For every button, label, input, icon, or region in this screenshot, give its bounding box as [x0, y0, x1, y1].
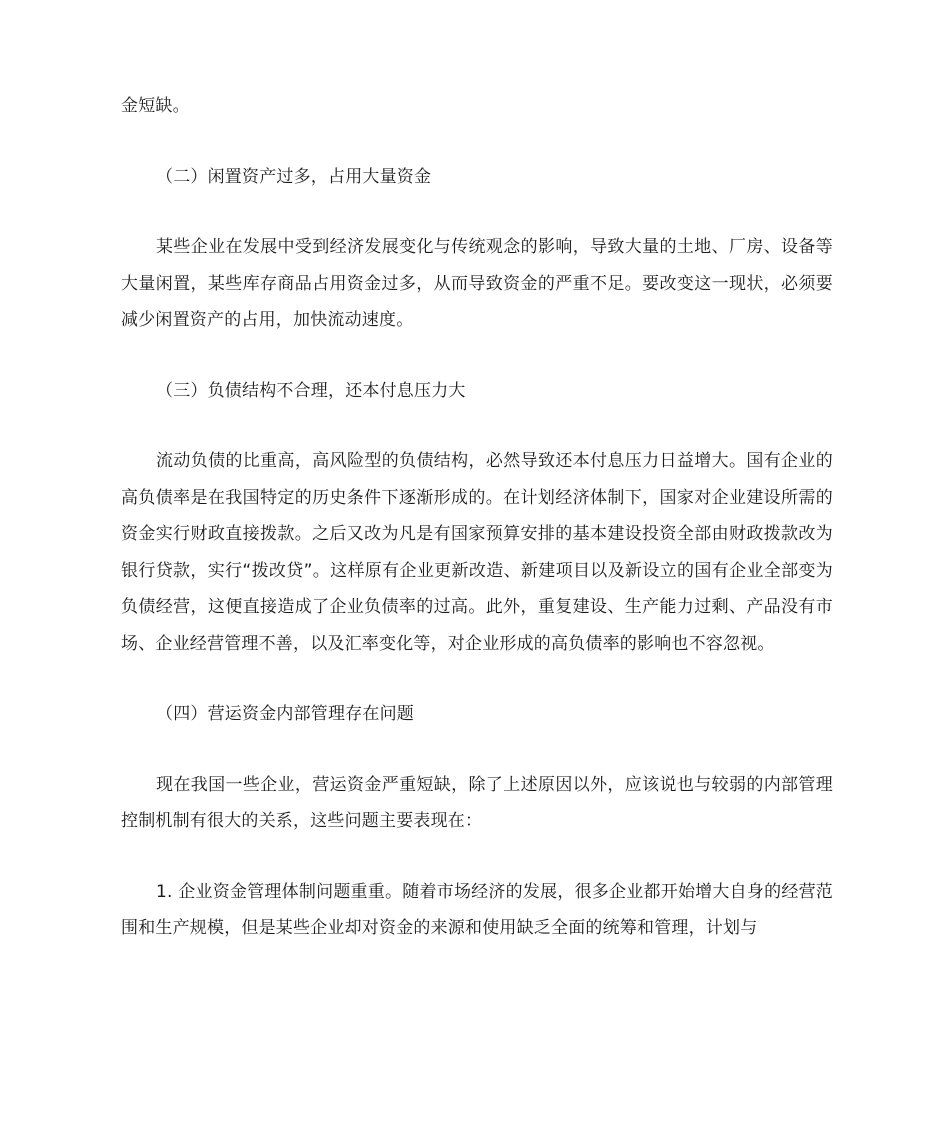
paragraph-debt-structure: 流动负债的比重高，高风险型的负债结构，必然导致还本付息压力日益增大。国有企业的高负债率是在我国特定的历史条件下逐渐形成的。在计划经济体制下，国家对企业建设所需的资金实行财政直接拨款。之后又改为凡是有国家预算安排的基本建设投资全部由财政拨款改为银行贷款，实行“拨改贷”。这样原有企业更新改造、新建项目以及新设立的国有企业全部变为负债经营，这便直接造成了企业负债率的过高。此外，重复建设、生产能力过剩、产品没有市场、企业经营管理不善，以及汇率变化等，对企业形成的高负债率的影响也不容忽视。 — [121, 451, 833, 654]
paragraph-continuation: 金短缺。 — [121, 96, 190, 116]
paragraph-idle-assets: 某些企业在发展中受到经济发展变化与传统观念的影响，导致大量的土地、厂房、设备等大量闲置，某些库存商品占用资金过多，从而导致资金的严重不足。要改变这一现状，必须要减少闲置资产的占用，加快流动速度。 — [121, 237, 833, 330]
paragraph-internal-management: 现在我国一些企业，营运资金严重短缺，除了上述原因以外，应该说也与较弱的内部管理控制机制有很大的关系，这些问题主要表现在： — [121, 774, 833, 831]
section-heading-2: （二）闲置资产过多，占用大量资金 — [156, 166, 432, 187]
list-item-1: 1. 企业资金管理体制问题重重。随着市场经济的发展，很多企业都开始增大自身的经营范围和生产规模，但是某些企业却对资金的来源和使用缺乏全面的统筹和管理，计划与 — [121, 881, 833, 938]
document-body — [121, 88, 833, 947]
section-heading-4: （四）营运资金内部管理存在问题 — [156, 704, 414, 724]
section-heading-3: （三）负债结构不合理，还本付息压力大 — [156, 380, 466, 401]
